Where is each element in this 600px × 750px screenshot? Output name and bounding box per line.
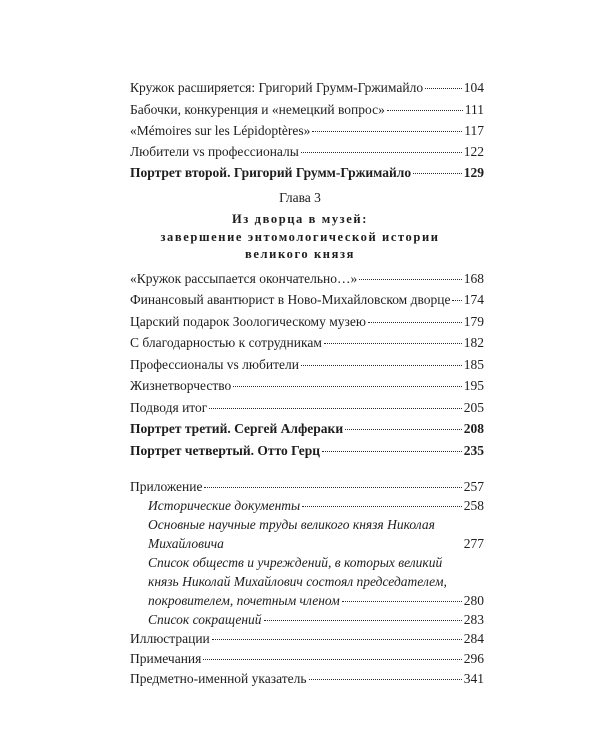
toc-entry-title: Предметно-именной указатель (130, 671, 307, 686)
toc-entry-page: 174 (463, 292, 484, 307)
dot-leader (452, 300, 461, 301)
dot-leader (342, 601, 462, 602)
toc-entry-title: Исторические документы (148, 498, 301, 513)
toc-entry-title: С благодарностью к сотрудникам (130, 335, 322, 350)
toc-entry-page: 182 (463, 335, 484, 350)
toc-entry (130, 143, 484, 161)
dot-leader (359, 279, 461, 280)
toc-entry-page: 122 (463, 144, 484, 159)
toc-sub-entry-line: князь Николай Михайлович состоял председателем, (148, 574, 447, 589)
toc-entry-title: Иллюстрации (130, 631, 210, 646)
toc-entry-page: 258 (463, 498, 484, 513)
toc-entry-page: 296 (463, 651, 484, 666)
toc-entry-page: 280 (463, 593, 484, 608)
toc-entry-title: Портрет четвертый. Отто Герц (130, 443, 320, 458)
toc-entry-title: Михайловича (148, 536, 224, 551)
toc-entry-title: Любители vs профессионалы (130, 144, 299, 159)
toc-entry-portrait (130, 442, 484, 460)
toc-entry (130, 313, 484, 331)
toc-entry-page: 168 (463, 271, 484, 286)
dot-leader (425, 88, 462, 89)
toc-entry-title: Жизнетворчество (130, 378, 232, 393)
toc-entry-title: Портрет второй. Григорий Грумм-Гржимайло (130, 165, 412, 180)
toc-entry (130, 356, 484, 374)
dot-leader (264, 620, 462, 621)
toc-entry-page: 208 (463, 421, 484, 436)
toc-entry (130, 670, 484, 688)
toc-entry (130, 377, 484, 395)
toc-entry-title: Профессионалы vs любители (130, 357, 299, 372)
dot-leader (387, 110, 463, 111)
toc-entry-page: 235 (463, 443, 484, 458)
chapter-label: Глава 3 (279, 190, 321, 205)
toc-sub-entry-line: Основные научные труды великого князя Николая (148, 517, 435, 532)
toc-entry-page: 341 (463, 671, 484, 686)
chapter-title-line: великого князя (245, 247, 355, 261)
dot-leader (301, 365, 462, 366)
dot-leader (212, 639, 462, 640)
toc-entry-page: 117 (464, 123, 484, 138)
toc-sub-entry (148, 592, 484, 610)
toc-entry-title: Финансовый авантюрист в Ново-Михайловском дворце (130, 292, 451, 307)
toc-entry-page: 283 (463, 612, 484, 627)
toc-entry (130, 399, 484, 417)
toc-entry (130, 122, 484, 140)
dot-leader (302, 506, 462, 507)
toc-entry-page: 111 (464, 102, 484, 117)
chapter-title-line: Из дворца в музей: (231, 212, 368, 226)
toc-entry-title: Бабочки, конкуренция и «немецкий вопрос» (130, 102, 385, 117)
toc-entry (130, 79, 484, 97)
toc-entry-page: 129 (463, 165, 484, 180)
toc-entry-title: «Mémoires sur les Lépidoptères» (130, 123, 311, 138)
toc-sub-entry (148, 497, 484, 515)
chapter-title-line: завершение энтомологической истории (160, 230, 440, 244)
toc-entry-portrait (130, 164, 484, 182)
dot-leader (413, 173, 462, 174)
dot-leader (324, 343, 462, 344)
toc-entry-page: 104 (463, 80, 484, 95)
dot-leader (226, 544, 462, 545)
toc-entry (130, 101, 484, 119)
toc-entry-page: 195 (463, 378, 484, 393)
toc-entry-title: Портрет третий. Сергей Алфераки (130, 421, 344, 436)
toc-entry (130, 334, 484, 352)
dot-leader (233, 386, 461, 387)
toc-entry (130, 650, 484, 668)
toc-entry-page: 284 (463, 631, 484, 646)
toc-entry-title: покровителем, почетным членом (148, 593, 340, 608)
toc-entry (130, 270, 484, 288)
dot-leader (203, 659, 461, 660)
dot-leader (322, 451, 462, 452)
toc-entry (130, 630, 484, 648)
toc-entry-title: Примечания (130, 651, 202, 666)
toc-entry-title: Список сокращений (148, 612, 262, 627)
dot-leader (309, 679, 462, 680)
toc-entry (130, 291, 484, 309)
toc-entry-page: 179 (463, 314, 484, 329)
toc-entry-title: Кружок расширяется: Григорий Грумм-Гржимайло (130, 80, 424, 95)
toc-entry-page: 205 (463, 400, 484, 415)
toc-appendix (130, 478, 484, 496)
dot-leader (209, 408, 461, 409)
toc-entry-page: 277 (463, 536, 484, 551)
toc-entry-page: 185 (463, 357, 484, 372)
toc-entry-title: «Кружок рассыпается окончательно…» (130, 271, 358, 286)
dot-leader (368, 322, 462, 323)
toc-entry-title: Подводя итог (130, 400, 208, 415)
toc-sub-entry (148, 535, 484, 553)
toc-sub-entry (148, 611, 484, 629)
dot-leader (204, 487, 461, 488)
toc-sub-entry-line: Список обществ и учреждений, в которых великий (148, 555, 443, 570)
dot-leader (345, 429, 462, 430)
dot-leader (312, 131, 462, 132)
toc-entry-title: Приложение (130, 479, 203, 494)
dot-leader (301, 152, 462, 153)
toc-entry-portrait (130, 420, 484, 438)
toc-entry-title: Царский подарок Зоологическому музею (130, 314, 366, 329)
toc-entry-page: 257 (463, 479, 484, 494)
